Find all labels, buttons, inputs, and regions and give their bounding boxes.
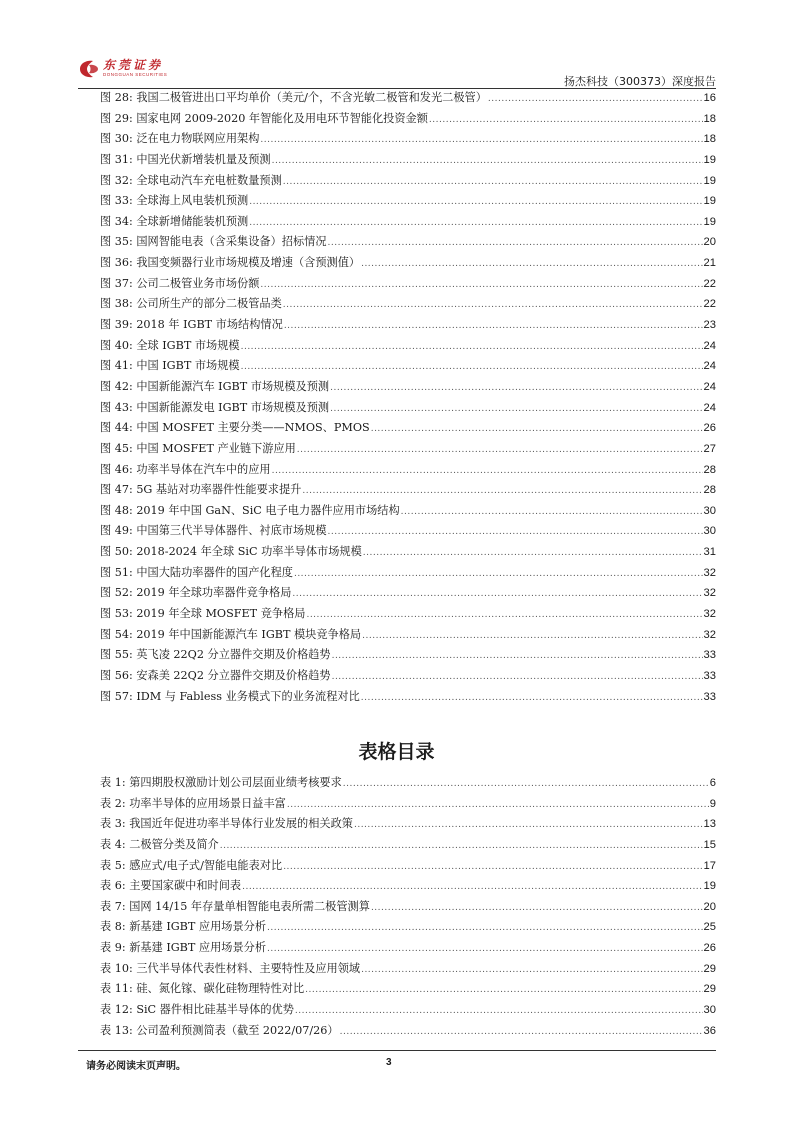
toc-entry-label: 图 35:: [100, 235, 133, 249]
toc-page-number: 26: [703, 422, 716, 435]
toc-entry-text: [100, 232, 327, 253]
toc-entry-text: [100, 814, 353, 835]
toc-leader-dots: [354, 814, 703, 836]
toc-entry-label: 图 53:: [100, 607, 133, 621]
toc-page-number: 20: [703, 236, 716, 249]
toc-page-number: 19: [703, 174, 716, 187]
toc-entry-text: [100, 687, 360, 708]
figure-toc-entry[interactable]: [100, 129, 716, 150]
toc-leader-dots: [429, 109, 703, 131]
company-logo: [78, 58, 167, 79]
toc-leader-dots: [267, 938, 703, 960]
toc-entry-title: 安森美 22Q2 分立器件交期及价格趋势: [136, 668, 331, 682]
toc-entry-label: 表 3:: [100, 817, 126, 831]
toc-page-number: 33: [703, 669, 716, 682]
toc-page-number: 19: [703, 215, 716, 228]
toc-entry-text: [100, 979, 304, 1000]
toc-entry-title: 全球 IGBT 市场规模: [136, 338, 240, 352]
toc-entry-text: [100, 129, 259, 150]
toc-entry-text: [100, 212, 248, 233]
toc-entry-title: 三代半导体代表性材料、主要特性及应用领域: [136, 961, 361, 975]
toc-page-number: 6: [709, 777, 716, 789]
toc-leader-dots: [267, 917, 703, 939]
toc-entry-label: 图 40:: [100, 338, 133, 352]
toc-entry-text: [100, 501, 400, 522]
toc-entry-title: 公司盈利预测简表（截至 2022/07/26）: [136, 1023, 339, 1037]
toc-entry-label: 表 6:: [100, 879, 126, 893]
toc-page-number: 26: [703, 942, 716, 955]
toc-page-number: 29: [703, 983, 716, 996]
toc-page-number: 33: [703, 649, 716, 662]
toc-leader-dots: [305, 979, 702, 1001]
toc-entry-title: 二极管分类及简介: [129, 837, 219, 851]
toc-leader-dots: [249, 212, 702, 234]
table-toc-entry[interactable]: [100, 959, 716, 980]
toc-entry-title: 新基建 IGBT 应用场景分析: [129, 941, 267, 955]
toc-entry-label: 图 39:: [100, 318, 133, 332]
toc-page-number: 24: [703, 380, 716, 393]
figure-toc-entry[interactable]: [100, 212, 716, 233]
logo-english-text: DONGGUAN SECURITIES: [103, 72, 168, 77]
toc-page-number: 18: [703, 112, 716, 125]
toc-entry-label: 表 11:: [100, 982, 133, 996]
toc-entry-label: 图 55:: [100, 648, 133, 662]
toc-entry-label: 表 12:: [100, 1003, 133, 1017]
toc-page-number: 28: [703, 484, 716, 497]
toc-page-number: 19: [703, 195, 716, 208]
figure-toc-entry[interactable]: [100, 253, 716, 274]
table-toc-entry[interactable]: [100, 1021, 716, 1042]
toc-entry-text: [100, 294, 282, 315]
toc-entry-title: 全球电动汽车充电桩数量预测: [136, 173, 282, 187]
toc-entry-title: 感应式/电子式/智能电能表对比: [129, 858, 283, 872]
toc-leader-dots: [272, 150, 703, 172]
figure-toc-entry[interactable]: [100, 521, 716, 542]
toc-page-number: 19: [703, 153, 716, 166]
toc-entry-text: [100, 876, 241, 897]
toc-entry-text: [100, 274, 259, 295]
toc-page-number: 24: [703, 360, 716, 373]
toc-entry-label: 图 52:: [100, 586, 133, 600]
toc-entry-text: [100, 959, 360, 980]
toc-entry-label: 图 41:: [100, 359, 133, 373]
toc-entry-text: [100, 109, 428, 130]
toc-leader-dots: [260, 129, 702, 151]
toc-leader-dots: [306, 604, 702, 626]
dongguan-securities-logo-icon: [78, 59, 100, 79]
toc-page-number: 24: [703, 339, 716, 352]
toc-leader-dots: [302, 480, 702, 502]
table-toc-entry[interactable]: [100, 938, 716, 959]
toc-page-number: 22: [703, 298, 716, 311]
figure-toc-entry[interactable]: [100, 460, 716, 481]
table-toc-entry[interactable]: [100, 917, 716, 938]
figure-toc-entry[interactable]: [100, 88, 716, 109]
toc-leader-dots: [371, 897, 703, 919]
toc-page-number: 31: [703, 546, 716, 559]
toc-leader-dots: [330, 377, 702, 399]
toc-leader-dots: [343, 773, 709, 795]
figure-toc-entry[interactable]: [100, 604, 716, 625]
toc-entry-title: 国网智能电表（含采集设备）招标情况: [136, 235, 327, 249]
figure-toc-entry[interactable]: [100, 563, 716, 584]
toc-entry-label: 表 10:: [100, 961, 133, 975]
toc-leader-dots: [297, 439, 703, 461]
toc-entry-text: [100, 171, 282, 192]
toc-entry-text: [100, 439, 296, 460]
toc-entry-label: 图 51:: [100, 565, 133, 579]
toc-page-number: 13: [703, 818, 716, 831]
toc-leader-dots: [294, 563, 703, 585]
toc-leader-dots: [488, 88, 703, 110]
toc-entry-text: [100, 88, 487, 109]
tables-toc-heading: 表格目录: [358, 741, 435, 763]
toc-leader-dots: [292, 583, 702, 605]
toc-entry-text: [100, 336, 240, 357]
toc-entry-label: 图 50:: [100, 545, 133, 559]
figure-toc-entry[interactable]: [100, 645, 716, 666]
tables-toc: [100, 773, 716, 1041]
figure-toc-entry[interactable]: [100, 687, 716, 708]
toc-leader-dots: [371, 418, 703, 440]
toc-entry-title: 中国 IGBT 市场规模: [136, 359, 240, 373]
toc-entry-title: 硅、氮化镓、碳化硅物理特性对比: [136, 982, 305, 996]
toc-page-number: 32: [703, 628, 716, 641]
toc-entry-title: 2018-2024 年全球 SiC 功率半导体市场规模: [136, 545, 362, 559]
figure-toc-entry[interactable]: [100, 274, 716, 295]
toc-entry-text: [100, 1000, 294, 1021]
toc-page-number: 29: [703, 962, 716, 975]
toc-entry-title: 第四期股权激励计划公司层面业绩考核要求: [129, 776, 342, 789]
toc-page-number: 32: [703, 587, 716, 600]
toc-entry-text: [100, 1021, 339, 1042]
figure-toc-entry[interactable]: [100, 191, 716, 212]
figure-toc-entry[interactable]: [100, 418, 716, 439]
toc-entry-label: 图 57:: [100, 689, 133, 703]
toc-entry-title: 我国变频器行业市场规模及增速（含预测值）: [136, 256, 361, 270]
figure-toc-entry[interactable]: [100, 356, 716, 377]
toc-entry-title: SiC 器件相比硅基半导体的优势: [136, 1003, 294, 1017]
toc-entry-text: [100, 645, 331, 666]
toc-page-number: 24: [703, 401, 716, 414]
toc-entry-title: 中国 MOSFET 产业链下游应用: [136, 441, 296, 455]
table-toc-entry[interactable]: [100, 856, 716, 877]
toc-entry-text: [100, 897, 370, 918]
figure-toc-entry[interactable]: [100, 109, 716, 130]
toc-page-number: 25: [703, 921, 716, 934]
toc-entry-title: 中国新能源发电 IGBT 市场规模及预测: [136, 400, 330, 414]
toc-leader-dots: [284, 315, 703, 337]
toc-page-number: 32: [703, 566, 716, 579]
toc-entry-label: 图 38:: [100, 297, 133, 311]
toc-entry-title: 国网 14/15 年存量单相智能电表所需二极管测算: [129, 899, 370, 913]
toc-entry-title: 新基建 IGBT 应用场景分析: [129, 920, 267, 934]
toc-entry-label: 图 46:: [100, 462, 133, 476]
toc-leader-dots: [401, 501, 703, 523]
toc-entry-text: [100, 917, 266, 938]
figure-toc-entry[interactable]: [100, 501, 716, 522]
toc-entry-text: [100, 666, 331, 687]
table-toc-entry[interactable]: [100, 814, 716, 835]
toc-page-number: 30: [703, 525, 716, 538]
toc-entry-title: 公司二极管业务市场份额: [136, 276, 260, 290]
toc-page-number: 32: [703, 608, 716, 621]
toc-entry-title: 2019 年中国 GaN、SiC 电子电力器件应用市场结构: [136, 503, 400, 517]
toc-entry-title: 全球新增储能装机预测: [136, 214, 249, 228]
figure-toc-entry[interactable]: [100, 150, 716, 171]
toc-entry-label: 图 28:: [100, 91, 133, 104]
toc-leader-dots: [328, 232, 703, 254]
figure-toc-entry[interactable]: [100, 315, 716, 336]
toc-entry-title: 2019 年全球 MOSFET 竞争格局: [136, 607, 306, 621]
toc-entry-text: [100, 150, 271, 171]
figure-toc-entry[interactable]: [100, 480, 716, 501]
toc-leader-dots: [361, 959, 702, 981]
toc-entry-label: 图 33:: [100, 194, 133, 208]
toc-leader-dots: [283, 171, 703, 193]
toc-page-number: 16: [703, 92, 716, 104]
figure-toc-entry[interactable]: [100, 232, 716, 253]
toc-page-number: 36: [703, 1024, 716, 1037]
page-number: 3: [386, 1057, 392, 1068]
toc-leader-dots: [272, 460, 703, 482]
toc-entry-label: 图 48:: [100, 503, 133, 517]
toc-leader-dots: [241, 356, 703, 378]
toc-entry-title: 功率半导体的应用场景日益丰富: [129, 796, 286, 810]
toc-entry-title: 中国大陆功率器件的国产化程度: [136, 565, 293, 579]
figure-toc-entry[interactable]: [100, 666, 716, 687]
toc-entry-label: 表 13:: [100, 1023, 133, 1037]
toc-entry-text: [100, 253, 360, 274]
toc-entry-text: [100, 835, 219, 856]
toc-entry-text: [100, 377, 329, 398]
toc-entry-text: [100, 938, 266, 959]
toc-page-number: 27: [703, 442, 716, 455]
toc-page-number: 28: [703, 463, 716, 476]
disclaimer-note: 请务必阅读末页声明。: [86, 1061, 186, 1072]
toc-page-number: 19: [703, 880, 716, 893]
table-toc-entry[interactable]: [100, 876, 716, 897]
figure-toc-entry[interactable]: [100, 398, 716, 419]
toc-entry-text: [100, 625, 361, 646]
toc-entry-title: 全球海上风电装机预测: [136, 194, 249, 208]
table-toc-entry[interactable]: [100, 773, 716, 794]
toc-leader-dots: [328, 521, 703, 543]
toc-leader-dots: [363, 542, 703, 564]
toc-page-number: 30: [703, 504, 716, 517]
toc-leader-dots: [260, 274, 702, 296]
toc-entry-label: 图 32:: [100, 173, 133, 187]
toc-page-number: 21: [703, 257, 716, 270]
footer-divider: [78, 1050, 716, 1051]
toc-entry-text: [100, 563, 293, 584]
toc-entry-text: [100, 315, 283, 336]
table-toc-entry[interactable]: [100, 897, 716, 918]
toc-entry-title: 公司所生产的部分二极管品类: [136, 297, 282, 311]
figure-toc-entry[interactable]: [100, 294, 716, 315]
toc-page-number: 23: [703, 319, 716, 332]
figure-toc-entry[interactable]: [100, 171, 716, 192]
toc-page-number: 20: [703, 900, 716, 913]
toc-entry-label: 表 7:: [100, 899, 126, 913]
toc-entry-title: 2019 年中国新能源汽车 IGBT 模块竞争格局: [136, 627, 362, 641]
toc-entry-text: [100, 773, 342, 794]
toc-leader-dots: [287, 794, 709, 816]
toc-leader-dots: [242, 876, 702, 898]
toc-entry-label: 图 45:: [100, 441, 133, 455]
toc-page-number: 9: [709, 797, 716, 810]
toc-entry-label: 表 8:: [100, 920, 126, 934]
toc-leader-dots: [241, 336, 703, 358]
toc-entry-label: 表 2:: [100, 796, 126, 810]
toc-entry-label: 表 5:: [100, 858, 126, 872]
figure-toc-entry[interactable]: [100, 336, 716, 357]
figure-toc-entry[interactable]: [100, 583, 716, 604]
toc-entry-label: 图 54:: [100, 627, 133, 641]
toc-leader-dots: [220, 835, 703, 857]
toc-entry-label: 图 34:: [100, 214, 133, 228]
toc-entry-label: 图 47:: [100, 483, 133, 497]
toc-entry-label: 图 56:: [100, 668, 133, 682]
table-toc-entry[interactable]: [100, 794, 716, 815]
toc-entry-label: 图 29:: [100, 111, 133, 125]
toc-leader-dots: [249, 191, 702, 213]
figure-toc-entry[interactable]: [100, 542, 716, 563]
toc-page-number: 17: [703, 859, 716, 872]
toc-entry-text: [100, 398, 329, 419]
table-toc-entry[interactable]: [100, 835, 716, 856]
figure-toc-entry[interactable]: [100, 625, 716, 646]
toc-entry-text: [100, 583, 291, 604]
toc-entry-text: [100, 480, 301, 501]
figure-toc-entry[interactable]: [100, 377, 716, 398]
figure-toc-entry[interactable]: [100, 439, 716, 460]
toc-leader-dots: [362, 625, 702, 647]
toc-leader-dots: [361, 687, 703, 709]
report-title: 扬杰科技（300373）深度报告: [564, 75, 716, 88]
toc-leader-dots: [340, 1021, 703, 1043]
toc-entry-title: 英飞凌 22Q2 分立器件交期及价格趋势: [136, 648, 331, 662]
toc-page-number: 30: [703, 1004, 716, 1017]
toc-entry-title: 中国新能源汽车 IGBT 市场规模及预测: [136, 379, 330, 393]
toc-leader-dots: [330, 398, 702, 420]
toc-entry-label: 图 44:: [100, 421, 133, 435]
toc-entry-label: 表 9:: [100, 941, 126, 955]
toc-entry-title: 国家电网 2009-2020 年智能化及用电环节智能化投资金额: [136, 111, 428, 125]
toc-entry-label: 图 42:: [100, 379, 133, 393]
toc-entry-title: 我国二极管进出口平均单价（美元/个，不含光敏二极管和发光二极管）: [136, 91, 487, 104]
page-header: [78, 58, 716, 88]
toc-entry-text: [100, 856, 282, 877]
toc-entry-title: 功率半导体在汽车中的应用: [136, 462, 271, 476]
toc-entry-text: [100, 604, 305, 625]
toc-leader-dots: [283, 856, 702, 878]
toc-entry-text: [100, 521, 327, 542]
toc-entry-text: [100, 356, 240, 377]
toc-entry-text: [100, 542, 362, 563]
toc-entry-title: 中国光伏新增装机量及预测: [136, 152, 271, 166]
toc-entry-text: [100, 794, 286, 815]
toc-entry-text: [100, 191, 248, 212]
toc-entry-text: [100, 460, 271, 481]
toc-entry-label: 图 36:: [100, 256, 133, 270]
toc-entry-label: 图 49:: [100, 524, 133, 538]
toc-page-number: 18: [703, 133, 716, 146]
toc-leader-dots: [332, 645, 703, 667]
toc-entry-title: 2019 年全球功率器件竞争格局: [136, 586, 292, 600]
toc-leader-dots: [361, 253, 702, 275]
toc-entry-title: IDM 与 Fabless 业务模式下的业务流程对比: [136, 689, 360, 703]
logo-chinese-text: 东莞证券: [103, 58, 164, 72]
toc-entry-title: 我国近年促进功率半导体行业发展的相关政策: [129, 817, 353, 831]
toc-entry-title: 5G 基站对功率器件性能要求提升: [136, 483, 302, 497]
toc-entry-label: 表 4:: [100, 837, 126, 851]
toc-entry-label: 图 31:: [100, 152, 133, 166]
toc-entry-title: 泛在电力物联网应用架构: [136, 132, 260, 146]
toc-entry-label: 图 43:: [100, 400, 133, 414]
toc-leader-dots: [332, 666, 703, 688]
toc-entry-title: 主要国家碳中和时间表: [129, 879, 242, 893]
toc-entry-label: 表 1:: [100, 776, 126, 789]
toc-entry-title: 中国第三代半导体器件、衬底市场规模: [136, 524, 327, 538]
toc-leader-dots: [295, 1000, 703, 1022]
toc-entry-label: 图 37:: [100, 276, 133, 290]
table-toc-entry[interactable]: [100, 1000, 716, 1021]
toc-entry-title: 中国 MOSFET 主要分类——NMOS、PMOS: [136, 421, 370, 435]
toc-leader-dots: [283, 294, 703, 316]
toc-entry-label: 图 30:: [100, 132, 133, 146]
toc-entry-title: 2018 年 IGBT 市场结构情况: [136, 318, 283, 332]
toc-page-number: 15: [703, 838, 716, 851]
table-toc-entry[interactable]: [100, 979, 716, 1000]
toc-page-number: 33: [703, 690, 716, 703]
toc-page-number: 22: [703, 277, 716, 290]
figures-toc: [100, 88, 716, 707]
toc-entry-text: [100, 418, 370, 439]
